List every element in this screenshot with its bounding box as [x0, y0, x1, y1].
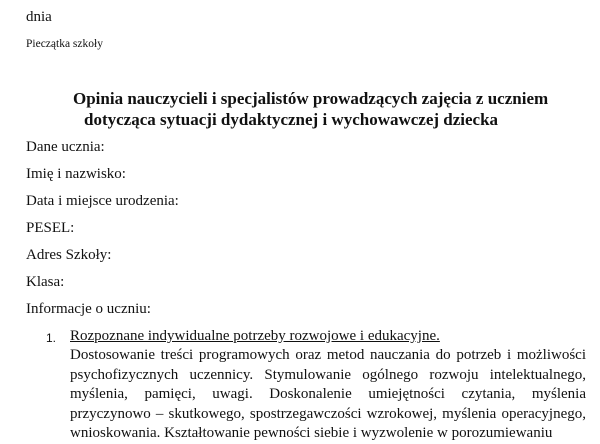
field-student-info: Informacje o uczniu: [26, 301, 151, 317]
list-item-number: 1. [46, 331, 57, 345]
list-item-heading: Rozpoznane indywidualne potrzeby rozwojowe i edukacyjne. [70, 328, 440, 344]
field-school-address: Adres Szkoły: [26, 247, 112, 263]
field-birth-date-place: Data i miejsce urodzenia: [26, 193, 179, 209]
field-full-name: Imię i nazwisko: [26, 166, 126, 182]
document-title-line-1: Opinia nauczycieli i specjalistów prowadzących zajęcia z uczniem [73, 89, 549, 108]
field-pesel: PESEL: [26, 220, 75, 236]
date-label: dnia [26, 9, 52, 25]
field-student-data: Dane ucznia: [26, 139, 105, 155]
field-class: Klasa: [26, 274, 65, 290]
document-title-line-2: dotycząca sytuacji dydaktycznej i wychowawczej dziecka [84, 110, 499, 129]
school-stamp-label: Pieczątka szkoły [26, 38, 103, 50]
list-item-body: Dostosowanie treści programowych oraz metod nauczania do potrzeb i możliwości psychofizycznych uczennicy. Stymulowanie ogólnego rozwoju intelektualnego, myślenia, pamięci, uwagi. Doskonalenie umiejętności czytania, myślenia przyczynowo – skutkowego, spostrzegawczości wzrokowej, myślenia operacyjnego, wnioskowania. Kształtowanie pewności siebie i wyzwolenie w porozumiewaniu [70, 347, 586, 441]
